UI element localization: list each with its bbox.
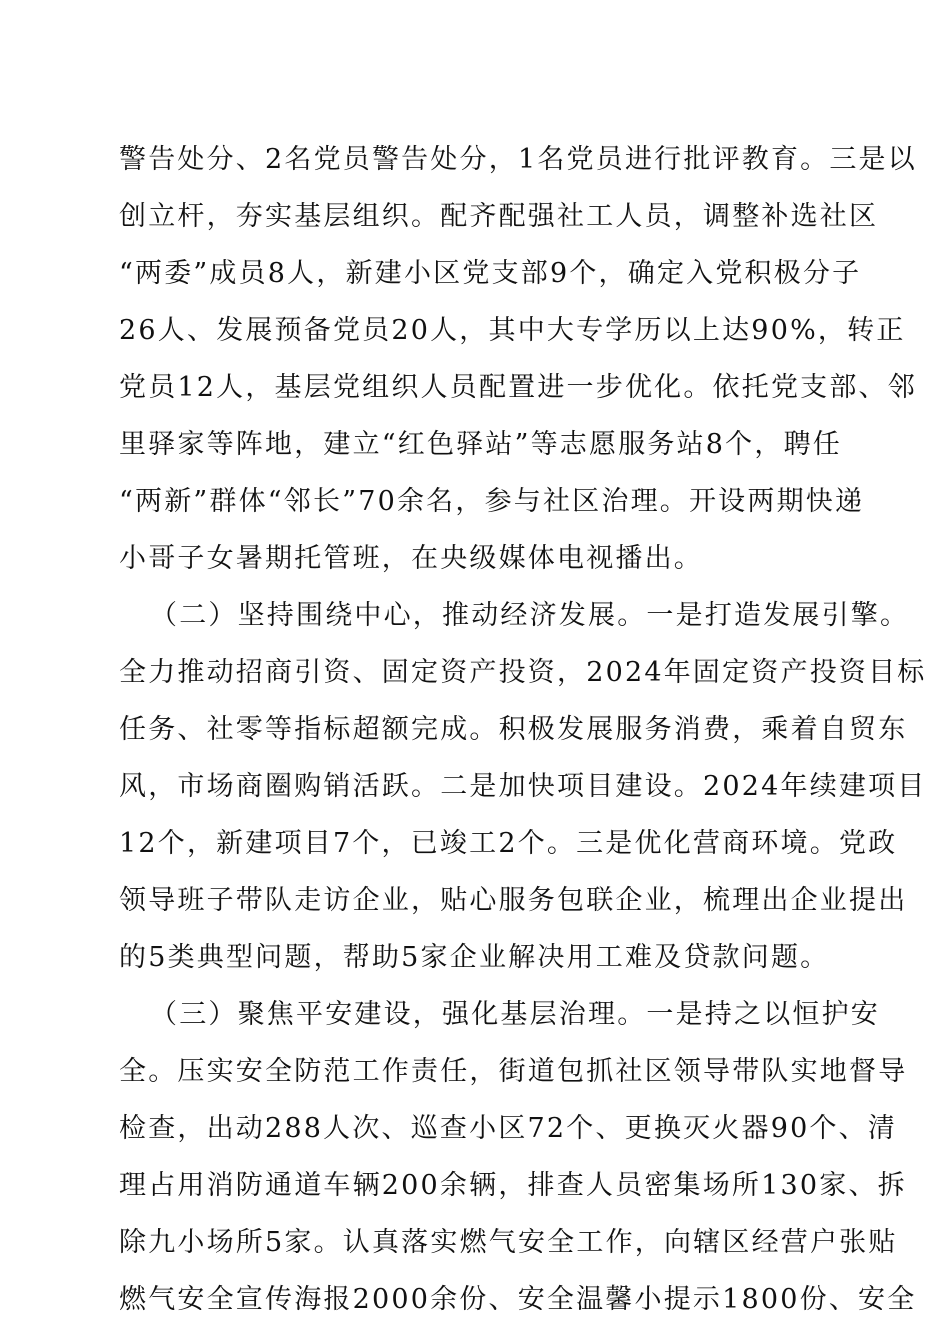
text-line: 除九小场所5家。认真落实燃气安全工作，向辖区经营户张贴	[119, 1227, 898, 1258]
text-line: 全。压实安全防范工作责任，街道包抓社区领导带队实地督导	[119, 1056, 908, 1087]
text-line: 小哥子女暑期托管班，在央级媒体电视播出。	[119, 543, 703, 574]
text-line: “两新”群体“邻长”70余名，参与社区治理。开设两期快递	[119, 486, 865, 517]
text-line: 燃气安全宣传海报2000余份、安全温馨小提示1800份、安全	[119, 1284, 917, 1315]
text-line: 党员12人，基层党组织人员配置进一步优化。依托党支部、邻	[119, 372, 917, 403]
text-line: 理占用消防通道车辆200余辆，排查人员密集场所130家、拆	[119, 1170, 907, 1201]
text-line: 的5类典型问题，帮助5家企业解决用工难及贷款问题。	[119, 942, 830, 973]
text-line: 任务、社零等指标超额完成。积极发展服务消费，乘着自贸东	[119, 714, 908, 745]
text-line: 全力推动招商引资、固定资产投资，2024年固定资产投资目标	[119, 657, 927, 688]
text-line: 里驿家等阵地，建立“红色驿站”等志愿服务站8个，聘任	[119, 429, 842, 460]
text-line: 创立杆，夯实基层组织。配齐配强社工人员，调整补选社区	[119, 201, 879, 232]
text-line: 警告处分、2名党员警告处分，1名党员进行批评教育。三是以	[119, 144, 917, 175]
text-line: 检查，出动288人次、巡查小区72个、更换灭火器90个、清	[119, 1113, 898, 1144]
text-line: 26人、发展预备党员20人，其中大专学历以上达90%，转正	[119, 315, 906, 346]
section-heading-line: （三）聚焦平安建设，强化基层治理。一是持之以恒护安	[150, 999, 880, 1030]
section-heading-line: （二）坚持围绕中心，推动经济发展。一是打造发展引擎。	[150, 600, 910, 631]
text-line: 风，市场商圈购销活跃。二是加快项目建设。2024年续建项目	[119, 771, 927, 802]
text-line: 领导班子带队走访企业，贴心服务包联企业，梳理出企业提出	[119, 885, 908, 916]
text-line: “两委”成员8人，新建小区党支部9个，确定入党积极分子	[119, 258, 862, 289]
text-line: 12个，新建项目7个，已竣工2个。三是优化营商环境。党政	[119, 828, 898, 859]
